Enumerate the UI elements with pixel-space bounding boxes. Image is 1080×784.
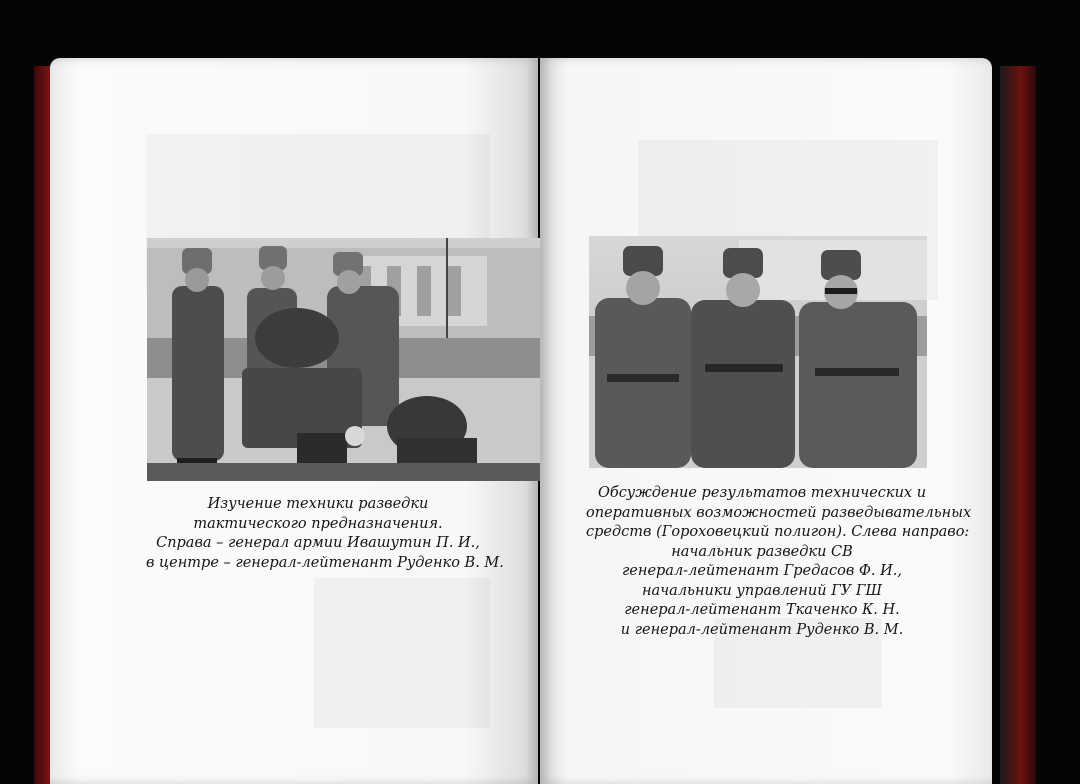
caption-line: начальники управлений ГУ ГШ xyxy=(641,582,883,599)
book-cover-right-edge xyxy=(1000,66,1036,784)
photo-inspection-of-equipment xyxy=(147,238,542,481)
right-page xyxy=(540,58,992,784)
caption-line: Изучение техники разведки xyxy=(207,496,429,512)
right-photo-caption xyxy=(586,484,972,640)
show-through-block xyxy=(314,578,490,728)
caption-line: средств (Гороховецкий полигон). Слева направо: xyxy=(586,524,970,540)
caption-line: генерал-лейтенант Гредасов Ф. И., xyxy=(621,563,902,579)
caption-line: начальник разведки СВ xyxy=(671,543,853,560)
left-page xyxy=(50,58,538,784)
caption-line: в центре – генерал-лейтенант Руденко В. М. xyxy=(146,554,504,571)
photo-three-generals xyxy=(589,236,927,468)
caption-line: и генерал-лейтенант Руденко В. М. xyxy=(620,621,904,638)
caption-line: Справа – генерал армии Ивашутин П. И., xyxy=(156,535,480,551)
caption-line: генерал-лейтенант Ткаченко К. Н. xyxy=(624,602,900,618)
left-photo-caption xyxy=(146,495,504,573)
caption-line: оперативных возможностей разведывательных xyxy=(586,504,972,521)
caption-line: Обсуждение результатов технических и xyxy=(597,485,927,501)
caption-line: тактического предназначения. xyxy=(193,515,443,532)
